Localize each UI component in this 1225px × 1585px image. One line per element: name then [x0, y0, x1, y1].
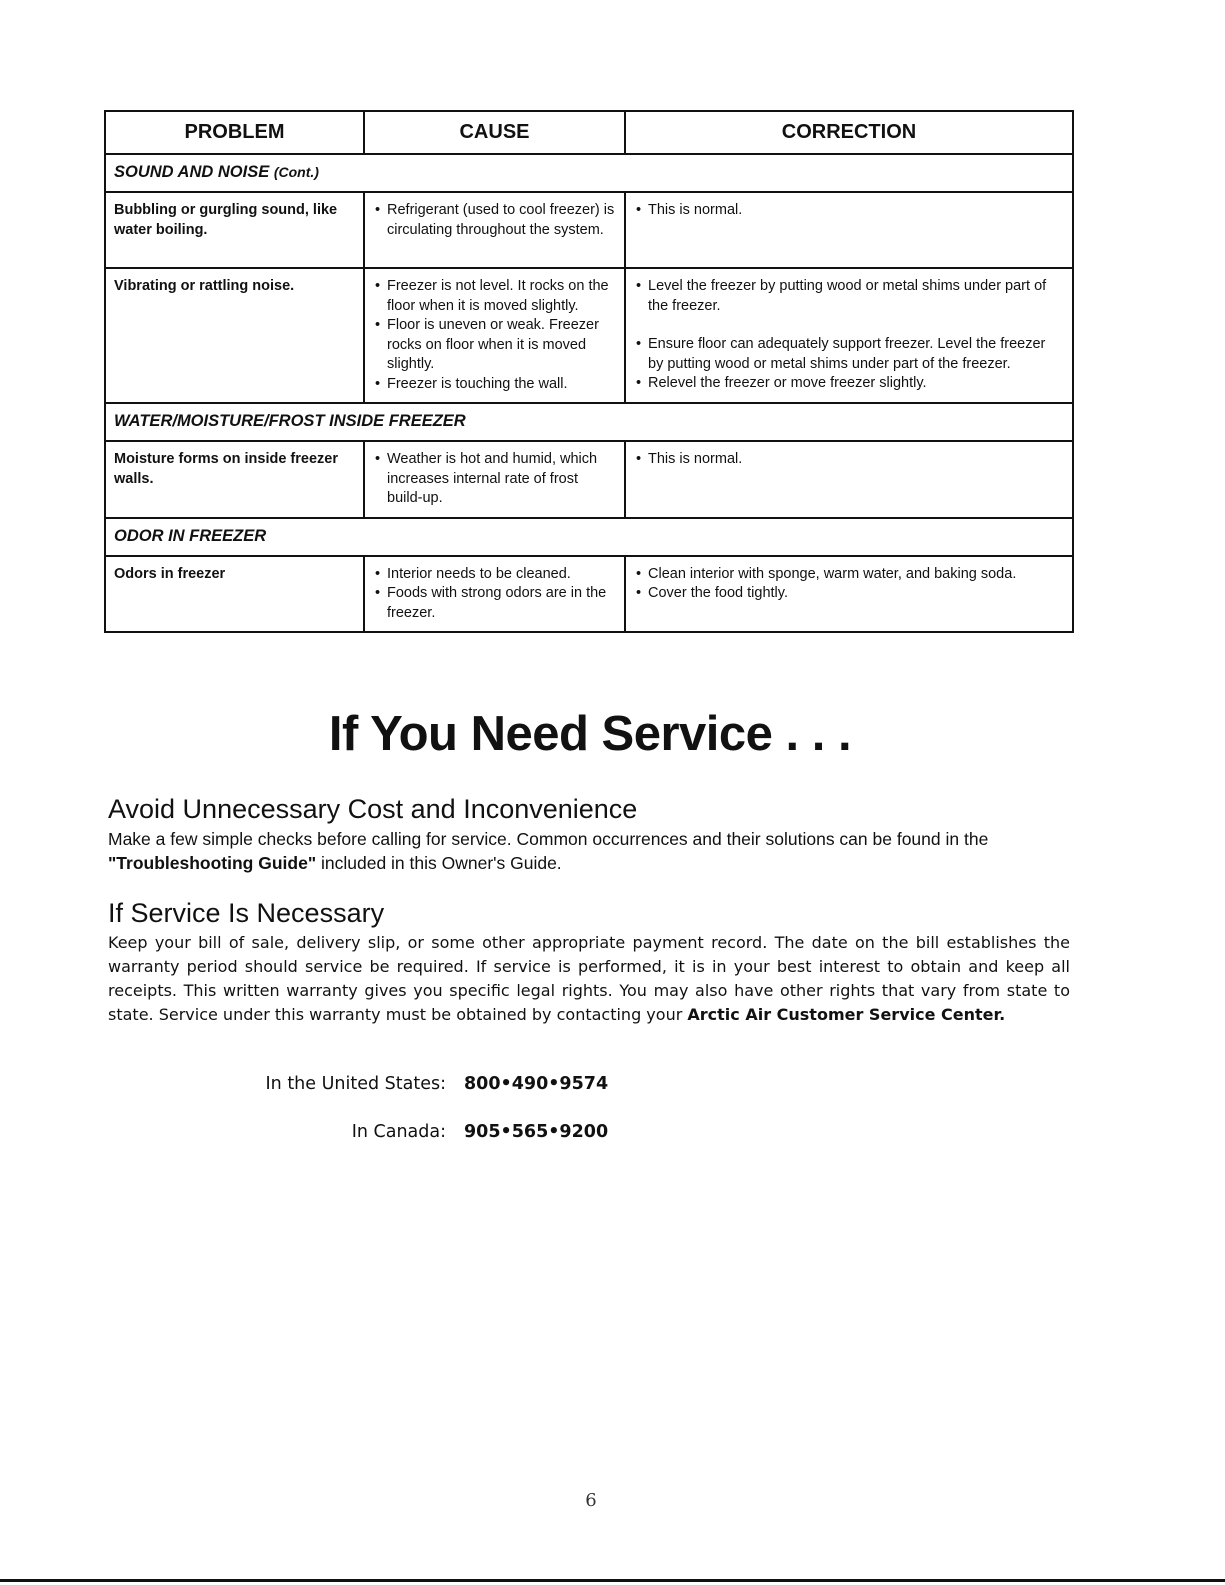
phone-number: 800•490•9574: [464, 1074, 609, 1094]
phone-row-us: [108, 1074, 708, 1102]
correction-cell: [625, 441, 1073, 518]
necessary-heading: If Service Is Necessary: [108, 898, 385, 928]
cause-item: • Interior needs to be cleaned.: [373, 565, 616, 585]
phone-number: 905•565•9200: [464, 1122, 609, 1142]
section-title-text: ODOR IN FREEZER: [114, 526, 267, 545]
cause-item: • Floor is uneven or weak. Freezer rocks on floor when it is moved slightly.: [373, 316, 616, 375]
table-header-row: [105, 111, 1073, 154]
correction-cell: [625, 556, 1073, 633]
correction-cell: [625, 268, 1073, 403]
header-cause: CAUSE: [364, 111, 625, 154]
necessary-text: Keep your bill of sale, delivery slip, or some other appropriate payment record. The date on the bill establishes the warranty period should service be required. If service is performed, it is in your best interest to obtain and keep all receipts. This written warranty gives you specific legal rights. You may also have other rights that vary from state to state. Service under this warranty must be obtained by contacting your: [108, 933, 1070, 1024]
table-row: [105, 268, 1073, 403]
problem-cell: Odors in freezer: [105, 556, 364, 633]
table-row: [105, 441, 1073, 518]
section-title: [105, 154, 1073, 192]
necessary-paragraph: [108, 931, 1070, 1027]
table-row: [105, 556, 1073, 633]
header-correction: CORRECTION: [625, 111, 1073, 154]
section-title: [105, 518, 1073, 556]
bottom-rule: [0, 1579, 1225, 1582]
service-title: If You Need Service . . .: [328, 707, 852, 761]
section-row-water: [105, 403, 1073, 441]
section-title-suffix: (Cont.): [273, 164, 319, 181]
cause-item: • Freezer is touching the wall.: [373, 375, 616, 395]
correction-item: • Cover the food tightly.: [634, 584, 1064, 604]
header-problem: PROBLEM: [105, 111, 364, 154]
correction-item: • Clean interior with sponge, warm water, and baking soda.: [634, 565, 1064, 585]
section-row-odor: [105, 518, 1073, 556]
correction-item: • This is normal.: [634, 201, 1064, 221]
section-row-sound: [105, 154, 1073, 192]
correction-item: • Ensure floor can adequately support freezer. Level the freezer by putting wood or metal shims under part of the freezer.: [634, 335, 1064, 374]
cause-cell: [364, 441, 625, 518]
correction-item: • Level the freezer by putting wood or metal shims under part of the freezer.: [634, 277, 1064, 316]
avoid-paragraph: [108, 827, 1068, 875]
table-row: [105, 192, 1073, 268]
service-center-name: Arctic Air Customer Service Center.: [687, 1005, 1006, 1024]
section-title: [105, 403, 1073, 441]
avoid-heading: Avoid Unnecessary Cost and Inconvenience: [108, 794, 638, 824]
phone-label: In Canada:: [351, 1122, 446, 1142]
section-title-text: SOUND AND NOISE: [114, 163, 270, 182]
avoid-text-2: included in this Owner's Guide.: [316, 853, 562, 873]
cause-cell: [364, 556, 625, 633]
correction-item: • Relevel the freezer or move freezer slightly.: [634, 374, 1064, 394]
cause-item: • Weather is hot and humid, which increases internal rate of frost build-up.: [373, 450, 616, 509]
problem-cell: Vibrating or rattling noise.: [105, 268, 364, 403]
cause-item: • Foods with strong odors are in the freezer.: [373, 584, 616, 623]
problem-cell: Moisture forms on inside freezer walls.: [105, 441, 364, 518]
correction-cell: [625, 192, 1073, 268]
troubleshooting-guide-ref: "Troubleshooting Guide": [108, 853, 317, 873]
phone-row-canada: [108, 1122, 708, 1150]
avoid-text-1: Make a few simple checks before calling for service. Common occurrences and their solutions can be found in the: [108, 829, 989, 849]
phone-label: In the United States:: [265, 1074, 446, 1094]
correction-item: • This is normal.: [634, 450, 1064, 470]
cause-item: • Refrigerant (used to cool freezer) is circulating throughout the system.: [373, 201, 616, 240]
section-title-text: WATER/MOISTURE/FROST INSIDE FREEZER: [114, 412, 466, 431]
troubleshooting-table: [104, 110, 1074, 633]
cause-item: • Freezer is not level. It rocks on the floor when it is moved slightly.: [373, 277, 616, 316]
page-number: 6: [585, 1490, 597, 1511]
problem-cell: Bubbling or gurgling sound, like water boiling.: [105, 192, 364, 268]
cause-cell: [364, 268, 625, 403]
cause-cell: [364, 192, 625, 268]
